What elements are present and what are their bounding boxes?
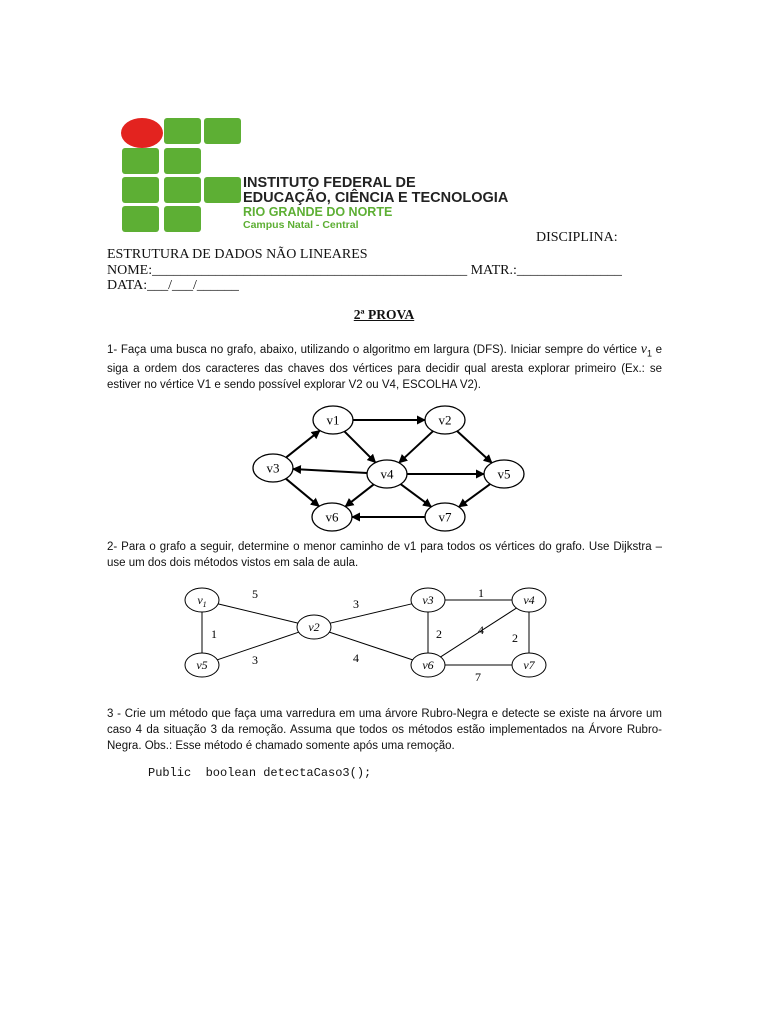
graph-2-node-label: v3 — [422, 593, 434, 607]
graph-2-edge-weight: 7 — [475, 670, 481, 684]
graph-2-edge — [330, 604, 412, 623]
graph-1-node-label: v1 — [326, 412, 340, 428]
graph-2-edge-weight: 2 — [512, 631, 518, 645]
logo-line-1: INSTITUTO FEDERAL DE — [243, 175, 416, 191]
graph-2-edge-weight: 4 — [478, 623, 484, 637]
graph-2-node-label: v2 — [308, 620, 320, 634]
graph-2-edge — [217, 632, 298, 660]
date-line: DATA:___/___/______ — [107, 278, 239, 293]
graph-2-node-label: v4 — [523, 593, 535, 607]
graph-2-node-label: v6 — [422, 658, 434, 672]
graph-1-node-label: v5 — [497, 466, 511, 482]
graph-2-node-label: v7 — [523, 658, 535, 672]
logo-line-4: Campus Natal - Central — [243, 219, 359, 231]
question-3-text: 3 - Crie um método que faça uma varredura em uma árvore Rubro-Negra e detecte se existe na árvore um caso 4 da situação 3 da remoção. Assuma que todos os métodos estão implementados na Árvore Rubro-Negra. Obs.: Esse método é chamado somente após uma remoção. — [107, 708, 662, 752]
course-name: ESTRUTURA DE DADOS NÃO LINEARES — [107, 247, 368, 262]
graph-2-edge-weight: 3 — [252, 653, 258, 667]
graph-1-node-label: v6 — [325, 509, 339, 525]
question-2-text: 2- Para o grafo a seguir, determine o menor caminho de v1 para todos os vértices do grafo. Use Dijkstra – use um dos dois métodos vistos em sala de aula. — [107, 541, 662, 569]
graph-1-node-label: v3 — [266, 460, 280, 476]
graph-1-node-label: v4 — [380, 466, 394, 482]
graph-2-edge — [329, 632, 412, 660]
logo-line-3: RIO GRANDE DO NORTE — [243, 205, 393, 219]
graph-2-edge — [218, 604, 298, 623]
graph-2-edge-weight: 1 — [211, 627, 217, 641]
graph-2-node-label: v5 — [196, 658, 208, 672]
graph-1-node-label: v2 — [438, 412, 452, 428]
graph-2-edge-weight: 3 — [353, 597, 359, 611]
graph-2-edge-weight: 1 — [478, 586, 484, 600]
graph-2-edge-weight: 5 — [252, 587, 258, 601]
question-1-part-a: 1- Faça uma busca no grafo, abaixo, utilizando o algoritmo em largura (DFS). Iniciar sempre do vértice — [107, 344, 641, 356]
exam-title: 2ª PROVA — [353, 307, 415, 322]
graph-2-node-subscript: 1 — [202, 600, 207, 609]
graph-2-edge-weight: 4 — [353, 651, 359, 665]
disciplina-label: DISCIPLINA: — [536, 230, 618, 245]
graph-2-edge-weight: 2 — [436, 627, 442, 641]
vertex-subscript: 1 — [646, 348, 652, 359]
method-signature: Public boolean detectaCaso3(); — [148, 766, 372, 780]
logo-line-2: EDUCAÇÃO, CIÊNCIA E TECNOLOGIA — [243, 190, 509, 206]
vertex-symbol: v — [640, 342, 647, 357]
question-1-part-b: e siga a ordem dos caracteres das chaves dos vértices para decidir qual aresta explorar primeiro (Ex.: se estiver no vértice V1 e sendo possível explorar V2 ou V4, ESCOLHA V2). — [107, 344, 662, 392]
graph-1-node-label: v7 — [438, 509, 452, 525]
name-matr-line: NOME:_____________________________________________ MATR.:_______________ — [107, 263, 622, 278]
graph-2-node-label: $v_1$ — [197, 593, 207, 609]
